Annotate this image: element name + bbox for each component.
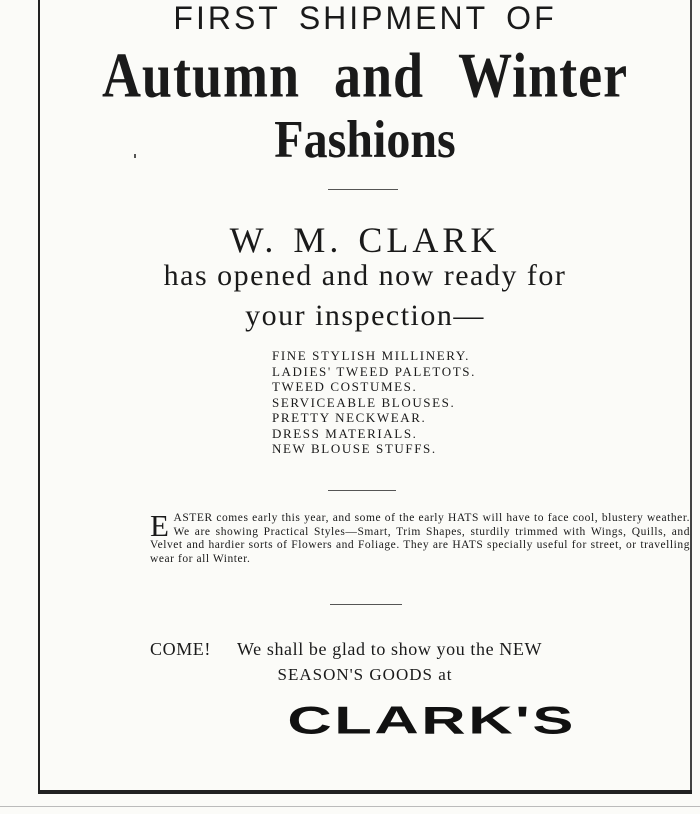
headline-word: FIRST — [173, 0, 281, 36]
season-line: SEASON'S GOODS at — [277, 665, 453, 684]
list-item: NEW BLOUSE STUFFS. — [272, 441, 437, 456]
name-part: W. — [229, 220, 278, 260]
headline-line3: Fashions — [274, 110, 456, 170]
headline-line1 — [40, 0, 690, 36]
come-line — [150, 638, 542, 660]
headline-line2 — [40, 40, 690, 111]
name-part: M. — [293, 220, 343, 260]
opened-line-1: has opened and now ready for — [163, 259, 567, 292]
opened-line-2: your inspection— — [245, 299, 485, 332]
store-name-banner: CLARK'S — [287, 698, 576, 743]
headline-word: Winter — [458, 40, 629, 111]
list-item: DRESS MATERIALS. — [272, 425, 418, 441]
list-item: TWEED COSTUMES. — [272, 379, 418, 394]
paragraph-text: ASTER comes early this year, and some of the early HATS will have to face cool, blustery weather. We are showing Practical Styles—Smart, Trim Shapes, sturdily trimmed with Wings, Quills, and Velvet and hardier sorts of Flowers and Foliage. They are HATS specially useful for street, or travelling wear for all Winter. — [150, 512, 690, 565]
easter-paragraph — [150, 508, 690, 566]
merchant-name — [40, 220, 690, 260]
divider-rule — [330, 604, 402, 605]
list-item: FINE STYLISH MILLINERY. — [272, 348, 470, 363]
list-item: PRETTY NECKWEAR. — [272, 410, 427, 425]
name-part: CLARK — [358, 220, 501, 260]
page-bottom-rule — [0, 806, 700, 807]
invite-text: We shall be glad to show you the NEW — [237, 639, 543, 659]
divider-rule — [328, 490, 396, 491]
list-item: LADIES' TWEED PALETOTS. — [272, 363, 476, 379]
frame-right-border — [690, 0, 692, 792]
headline-word: OF — [506, 0, 557, 36]
list-item: SERVICEABLE BLOUSES. — [272, 394, 456, 410]
frame-bottom-border — [38, 790, 692, 794]
headline-word: SHIPMENT — [298, 0, 489, 36]
headline-word: Autumn — [101, 40, 300, 111]
drop-cap: E — [150, 508, 170, 543]
come-word: COME! — [150, 639, 211, 659]
items-list — [272, 348, 476, 457]
divider-rule — [328, 189, 398, 190]
headline-word: and — [334, 40, 425, 111]
